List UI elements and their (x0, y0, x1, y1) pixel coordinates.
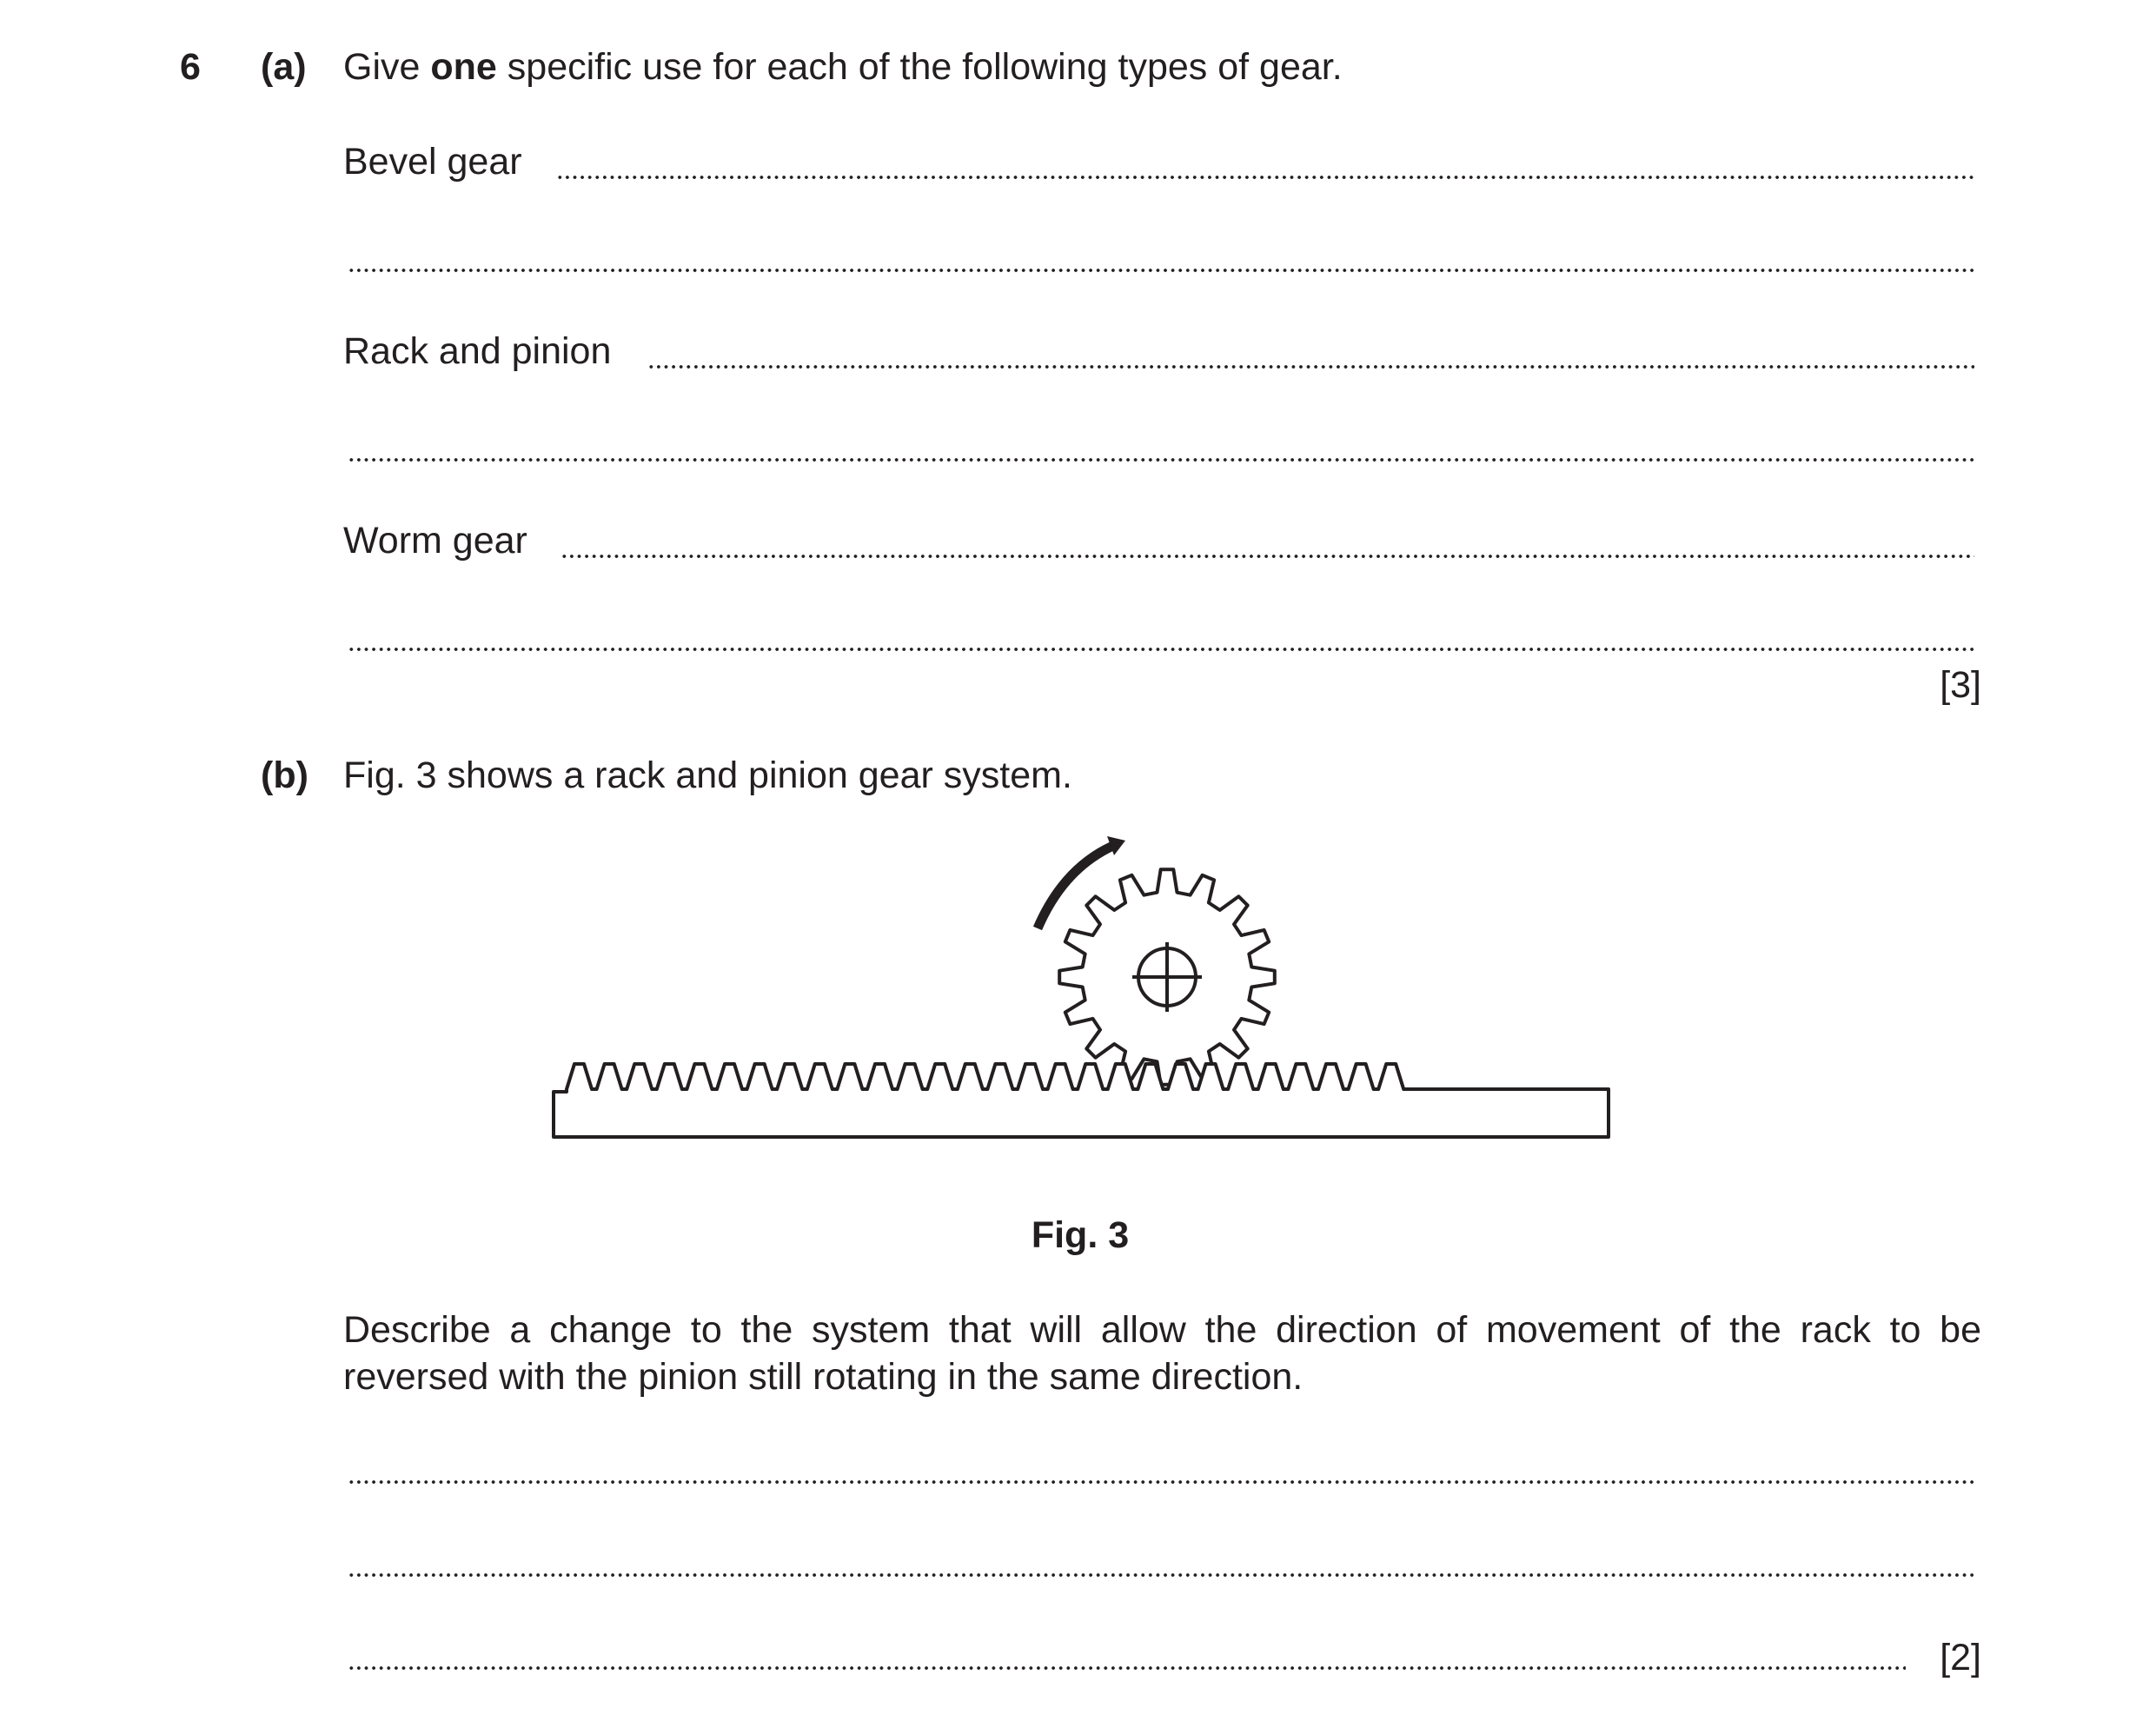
figure-caption: Fig. 3 (1031, 1214, 1130, 1256)
pinion-centre-mark (1132, 942, 1202, 1012)
gear-label-worm: Worm gear (343, 520, 527, 562)
part-a-label: (a) (261, 46, 307, 88)
part-b-label: (b) (261, 754, 308, 796)
answer-line-b-3[interactable] (348, 1665, 1906, 1671)
instruction-emphasis: one (430, 46, 497, 88)
answer-line-worm-1[interactable] (561, 554, 1974, 559)
part-b-question: Describe a change to the system that will allow the direction of movement of the rack to be reversed with the pinion still rotating in the same direction. (343, 1309, 1981, 1398)
part-a-marks: [3] (1940, 664, 1981, 706)
answer-line-rack-1[interactable] (647, 364, 1974, 369)
gear-label-rack: Rack and pinion (343, 330, 612, 372)
part-b-intro: Fig. 3 shows a rack and pinion gear system. (343, 754, 1072, 796)
part-a-instruction (343, 44, 1343, 90)
instruction-post: specific use for each of the following types of gear. (496, 46, 1343, 88)
answer-line-bevel-2[interactable] (348, 268, 1974, 273)
pinion-gear (1059, 869, 1275, 1085)
answer-line-rack-2[interactable] (348, 457, 1974, 462)
answer-line-b-2[interactable] (348, 1572, 1974, 1578)
rotation-arrow (1038, 836, 1125, 928)
part-b-marks: [2] (1940, 1637, 1981, 1678)
rack (554, 1064, 1609, 1137)
question-number: 6 (180, 46, 201, 88)
answer-line-bevel-1[interactable] (556, 175, 1974, 180)
answer-line-b-1[interactable] (348, 1479, 1974, 1485)
instruction-pre: Give (343, 46, 431, 88)
gear-label-bevel: Bevel gear (343, 141, 522, 183)
answer-line-worm-2[interactable] (348, 647, 1974, 652)
